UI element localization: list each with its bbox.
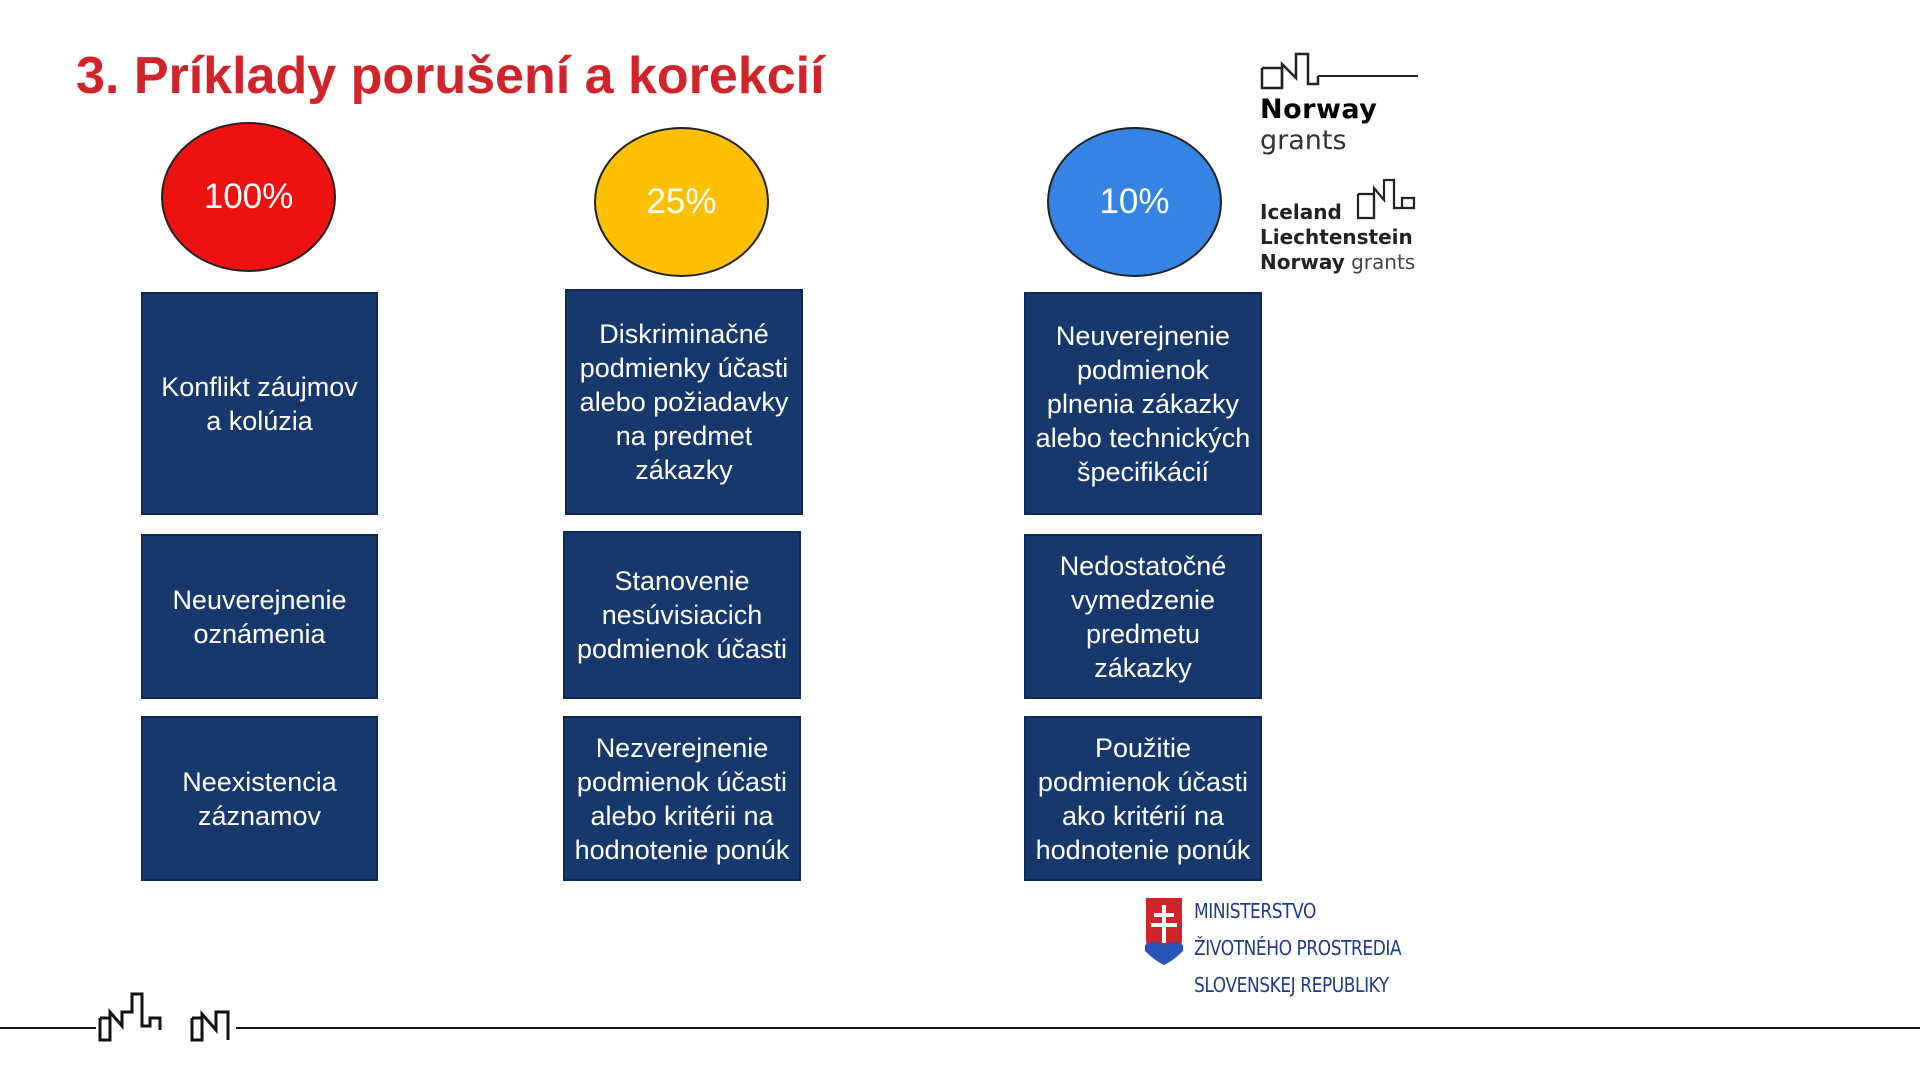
box-line: na predmet — [615, 421, 753, 451]
box-line: nesúvisiacich — [601, 600, 763, 630]
ministry-line: MINISTERSTVO — [1194, 899, 1316, 923]
percent-circle-10 — [1047, 127, 1222, 277]
violation-box — [565, 289, 803, 515]
ministry-text — [1194, 893, 1401, 1004]
percent-circle-100 — [161, 122, 336, 272]
box-line: ako kritérií na — [1061, 800, 1225, 831]
box-line: Neexistencia — [182, 766, 337, 797]
box-line: hodnotenie ponúk — [574, 834, 790, 865]
norway-grants-subword: grants — [1260, 125, 1347, 156]
ministry-line: SLOVENSKEJ REPUBLIKY — [1194, 973, 1389, 997]
box-line: Stanovenie — [614, 566, 750, 596]
norway-grants-logo-icon — [1260, 48, 1420, 94]
ministry-line: ŽIVOTNÉHO PROSTREDIA — [1194, 936, 1402, 960]
eea-line: Iceland — [1260, 200, 1342, 224]
box-line: zákazky — [1094, 652, 1192, 683]
violation-box — [563, 716, 801, 881]
box-line: podmienky účasti — [579, 353, 789, 383]
percent-label: 100% — [203, 177, 294, 216]
box-line: Použitie — [1094, 732, 1192, 763]
box-line: Nedostatočné — [1059, 550, 1227, 581]
box-line: alebo požiadavky — [579, 387, 789, 417]
footer-divider — [0, 1027, 1920, 1029]
box-line: predmetu — [1085, 618, 1201, 649]
box-line: podmienok účasti — [576, 634, 788, 664]
eea-line: grants — [1351, 250, 1416, 274]
box-line: vymedzenie — [1070, 584, 1216, 615]
slide-title: 3. Príklady porušení a korekcií — [76, 47, 825, 105]
box-line: hodnotenie ponúk — [1035, 834, 1251, 865]
eea-line: Liechtenstein — [1260, 225, 1413, 249]
box-line: záznamov — [197, 800, 322, 831]
box-line: a kolúzia — [206, 405, 313, 436]
box-line: špecifikácií — [1076, 456, 1210, 487]
violation-box — [1024, 292, 1262, 515]
box-line: Neuverejnenie — [172, 584, 347, 615]
footer-grants-logo-icon — [96, 986, 236, 1046]
box-line: podmienok účasti — [1037, 766, 1249, 797]
box-line: zákazky — [635, 455, 733, 485]
eea-line: Norway — [1260, 250, 1345, 274]
violation-box — [141, 292, 378, 515]
box-line: Neuverejnenie — [1055, 320, 1231, 351]
violation-box — [1024, 716, 1262, 881]
box-line: podmienok účasti — [576, 766, 788, 797]
box-line: Nezverejnenie — [595, 732, 769, 763]
box-line: oznámenia — [193, 618, 326, 649]
box-line: podmienok — [1076, 354, 1210, 385]
box-line: alebo kritérii na — [590, 800, 774, 831]
violation-box — [141, 534, 378, 699]
box-line: alebo technických — [1035, 422, 1251, 453]
box-line: Konflikt záujmov — [161, 371, 358, 402]
eea-grants-text — [1260, 200, 1415, 275]
violation-box — [1024, 534, 1262, 699]
violation-box — [563, 531, 801, 699]
slovak-coat-of-arms-icon — [1143, 895, 1185, 967]
box-line: plnenia zákazky — [1046, 388, 1240, 419]
box-line: Diskriminačné — [599, 319, 769, 349]
percent-label: 10% — [1099, 182, 1170, 221]
percent-label: 25% — [646, 182, 717, 221]
violation-box — [141, 716, 378, 881]
norway-grants-word: Norway — [1260, 94, 1378, 125]
percent-circle-25 — [594, 127, 769, 277]
